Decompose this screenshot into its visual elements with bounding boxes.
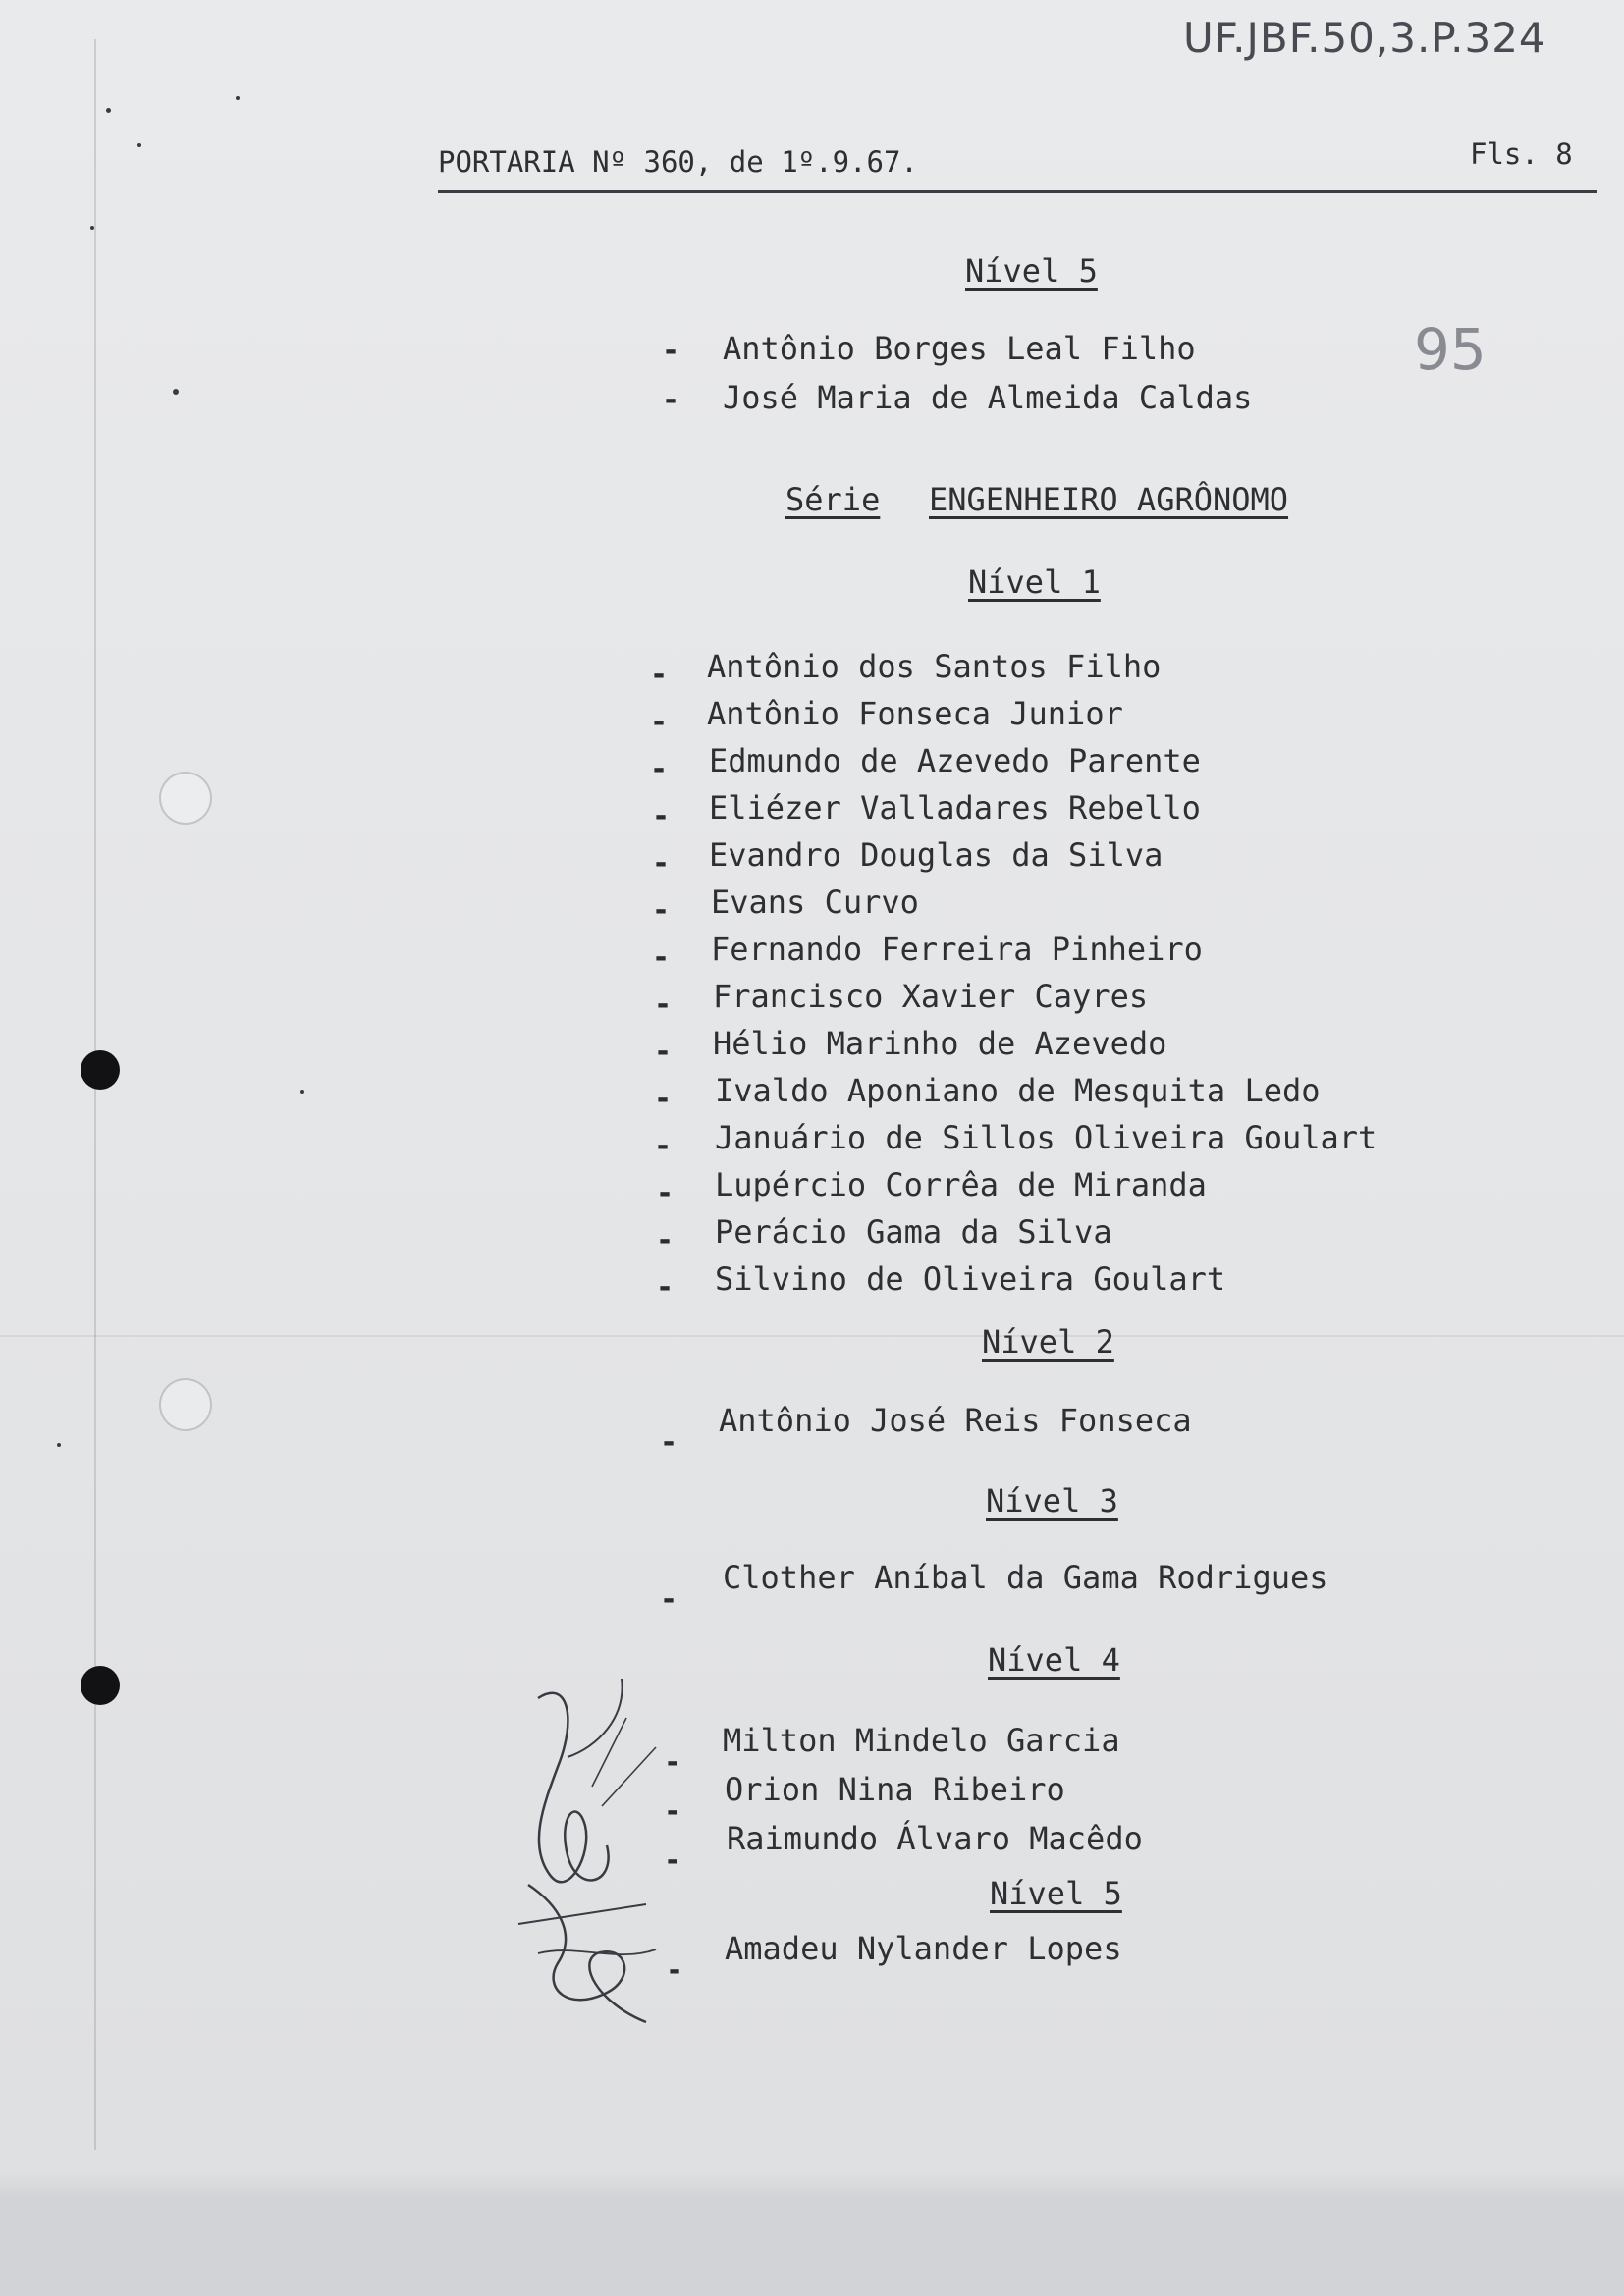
item-dash: - — [660, 1425, 678, 1460]
list-item: José Maria de Almeida Caldas — [723, 379, 1253, 416]
item-dash: - — [654, 1129, 673, 1163]
list-item: Januário de Sillos Oliveira Goulart — [715, 1119, 1378, 1156]
list-item: Orion Nina Ribeiro — [725, 1771, 1065, 1808]
list-item: Antônio Fonseca Junior — [707, 695, 1123, 732]
level-heading: Nível 4 — [988, 1641, 1120, 1679]
list-item: Silvino de Oliveira Goulart — [715, 1260, 1226, 1298]
list-item: Amadeu Nylander Lopes — [725, 1930, 1122, 1967]
level-heading: Nível 5 — [990, 1875, 1122, 1912]
item-dash: - — [652, 799, 671, 833]
item-dash: - — [654, 988, 673, 1022]
list-item: Hélio Marinho de Azevedo — [713, 1025, 1167, 1062]
page-number-stamp: 95 — [1414, 316, 1487, 383]
fold-line — [0, 1335, 1624, 1337]
item-dash: - — [656, 1176, 675, 1210]
speck — [137, 143, 141, 147]
item-dash: - — [664, 1843, 682, 1878]
item-dash: - — [666, 1953, 684, 1988]
item-dash: - — [652, 893, 671, 928]
punch-hole-bottom — [81, 1666, 120, 1705]
level-heading: Nível 3 — [986, 1482, 1118, 1520]
item-dash: - — [656, 1223, 675, 1257]
speck — [300, 1090, 304, 1094]
ghost-hole-top — [159, 772, 212, 825]
margin-line — [94, 39, 96, 2150]
list-item: Evandro Douglas da Silva — [709, 836, 1164, 874]
item-dash: - — [654, 1035, 673, 1069]
list-item: Antônio dos Santos Filho — [707, 648, 1162, 685]
level-heading: Nível 1 — [968, 563, 1101, 601]
item-dash: - — [662, 383, 680, 417]
list-item: Milton Mindelo Garcia — [723, 1722, 1120, 1759]
list-item: Fernando Ferreira Pinheiro — [711, 931, 1203, 968]
list-item: Clother Aníbal da Gama Rodrigues — [723, 1559, 1328, 1596]
list-item: Raimundo Álvaro Macêdo — [727, 1820, 1143, 1857]
list-item: Perácio Gama da Silva — [715, 1213, 1112, 1251]
list-item: Ivaldo Aponiano de Mesquita Ledo — [715, 1072, 1321, 1109]
handwritten-signature — [499, 1659, 695, 2032]
item-dash: - — [652, 940, 671, 975]
list-item: Lupércio Corrêa de Miranda — [715, 1166, 1207, 1203]
list-item: Francisco Xavier Cayres — [713, 978, 1149, 1015]
item-dash: - — [664, 1745, 682, 1780]
item-dash: - — [664, 1794, 682, 1829]
level-heading: Nível 2 — [982, 1323, 1114, 1361]
punch-hole-top — [81, 1050, 120, 1090]
item-dash: - — [650, 705, 669, 739]
level-heading: Nível 5 — [965, 252, 1098, 290]
speck — [90, 226, 94, 230]
ghost-hole-bottom — [159, 1378, 212, 1431]
item-dash: - — [654, 1082, 673, 1116]
header-rule — [438, 190, 1597, 193]
portaria-heading: PORTARIA Nº 360, de 1º.9.67. — [438, 145, 918, 179]
list-item: Antônio José Reis Fonseca — [719, 1402, 1192, 1439]
item-dash: - — [660, 1582, 678, 1617]
list-item: Evans Curvo — [711, 883, 919, 921]
list-item: Eliézer Valladares Rebello — [709, 789, 1201, 827]
archive-code: UF.JBF.50,3.P.324 — [1183, 14, 1546, 62]
list-item: Antônio Borges Leal Filho — [723, 330, 1196, 367]
item-dash: - — [656, 1270, 675, 1305]
speck — [57, 1443, 61, 1447]
item-dash: - — [652, 846, 671, 881]
folio-number: Fls. 8 — [1470, 137, 1573, 171]
series-name: ENGENHEIRO AGRÔNOMO — [929, 481, 1289, 518]
speck — [173, 389, 179, 395]
speck — [236, 96, 240, 100]
item-dash: - — [650, 752, 669, 786]
list-item: Edmundo de Azevedo Parente — [709, 742, 1201, 779]
item-dash: - — [650, 658, 669, 692]
series-label: Série — [785, 481, 881, 518]
speck — [106, 108, 111, 113]
scanner-bed-strip — [0, 2169, 1624, 2296]
item-dash: - — [662, 334, 680, 368]
